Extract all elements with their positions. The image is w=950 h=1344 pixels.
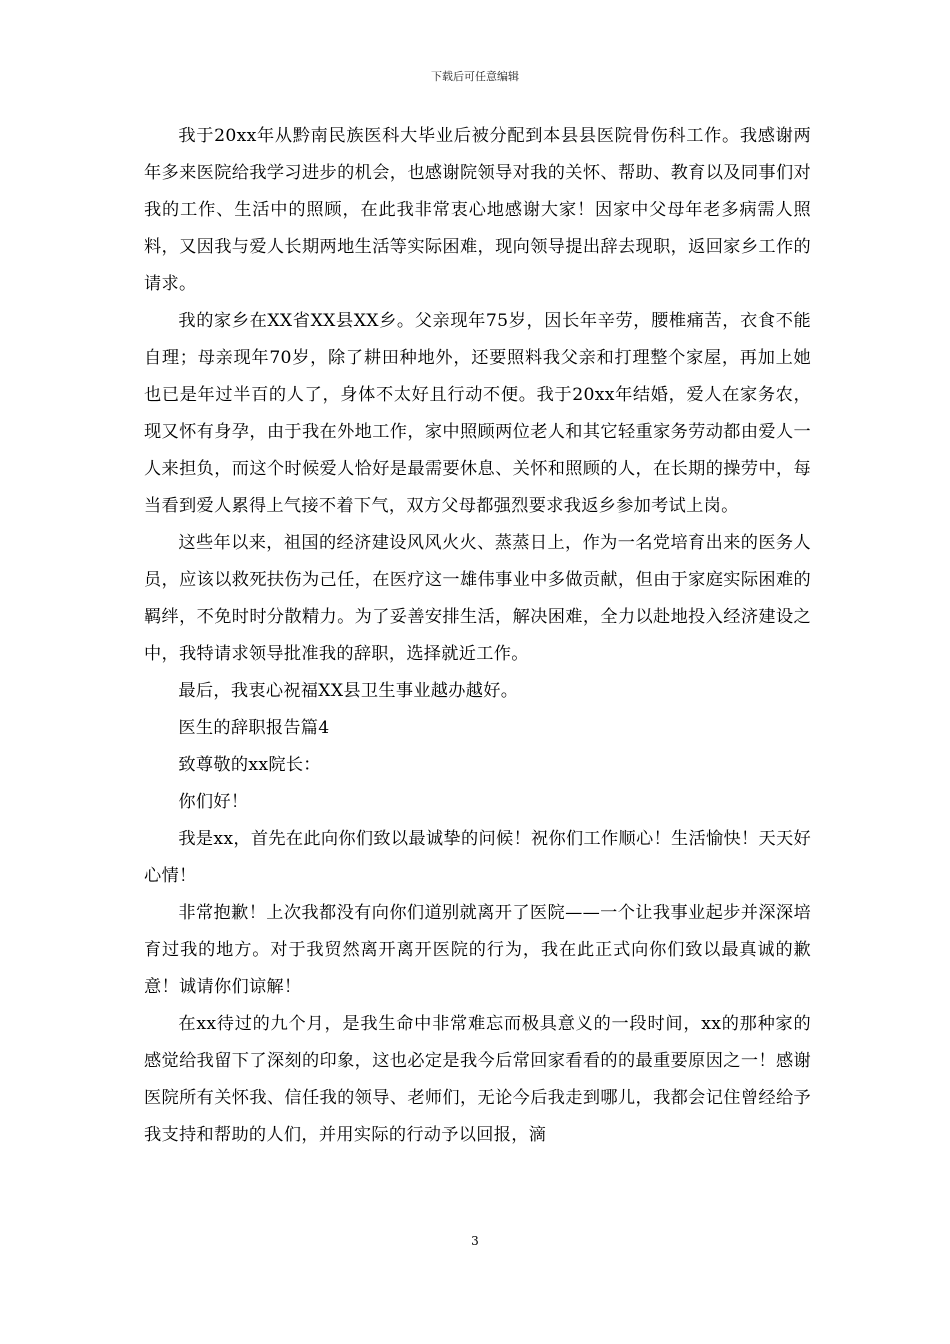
- paragraph: 我的家乡在XX省XX县XX乡。父亲现年75岁，因长年辛劳，腰椎痛苦，衣食不能自理；母亲现年70岁，除了耕田种地外，还要照料我父亲和打理整个家屋，再加上她也已是年过半百的人了，身体不太好且行动不便。我于20xx年结婚，爱人在家务农，现又怀有身孕，由于我在外地工作，家中照顾两位老人和其它轻重家务劳动都由爱人一人来担负，而这个时候爱人恰好是最需要休息、关怀和照顾的人，在长期的操劳中，每当看到爱人累得上气接不着下气，双方父母都强烈要求我返乡参加考试上岗。: [144, 311, 811, 516]
- paragraph: 我于20xx年从黔南民族医科大毕业后被分配到本县县医院骨伤科工作。我感谢两年多来医院给我学习进步的机会，也感谢院领导对我的关怀、帮助、教育以及同事们对我的工作、生活中的照顾，在此我非常衷心地感谢大家！因家中父母年老多病需人照料，又因我与爱人长期两地生活等实际困难，现向领导提出辞去现职，返回家乡工作的请求。: [144, 126, 811, 294]
- paragraph: 这些年以来，祖国的经济建设风风火火、蒸蒸日上，作为一名党培育出来的医务人员，应该以救死扶伤为己任，在医疗这一雄伟事业中多做贡献，但由于家庭实际困难的羁绊，不免时时分散精力。为了妥善安排生活，解决困难，全力以赴地投入经济建设之中，我特请求领导批准我的辞职，选择就近工作。: [144, 533, 811, 664]
- section-heading: 医生的辞职报告篇4: [178, 718, 330, 738]
- page-header-note: 下载后可任意编辑: [431, 70, 519, 83]
- document-body: [144, 118, 811, 1154]
- paragraph: 我是xx，首先在此向你们致以最诚挚的问候！祝你们工作顺心！生活愉快！天天好心情！: [144, 829, 811, 886]
- greeting: 你们好！: [178, 792, 249, 812]
- paragraph: 最后，我衷心祝福XX县卫生事业越办越好。: [178, 681, 519, 701]
- paragraph: 非常抱歉！上次我都没有向你们道别就离开了医院——一个让我事业起步并深深培育过我的地方。对于我贸然离开离开医院的行为，我在此正式向你们致以最真诚的歉意！诚请你们谅解！: [144, 903, 811, 997]
- paragraph: 在xx待过的九个月，是我生命中非常难忘而极具意义的一段时间，xx的那种家的感觉给我留下了深刻的印象，这也必定是我今后常回家看看的的最重要原因之一！感谢医院所有关怀我、信任我的领导、老师们，无论今后我走到哪儿，我都会记住曾经给予我支持和帮助的人们，并用实际的行动予以回报，滴: [144, 1014, 811, 1145]
- page-number: 3: [471, 1234, 479, 1248]
- salutation: 致尊敬的xx院长：: [178, 755, 321, 775]
